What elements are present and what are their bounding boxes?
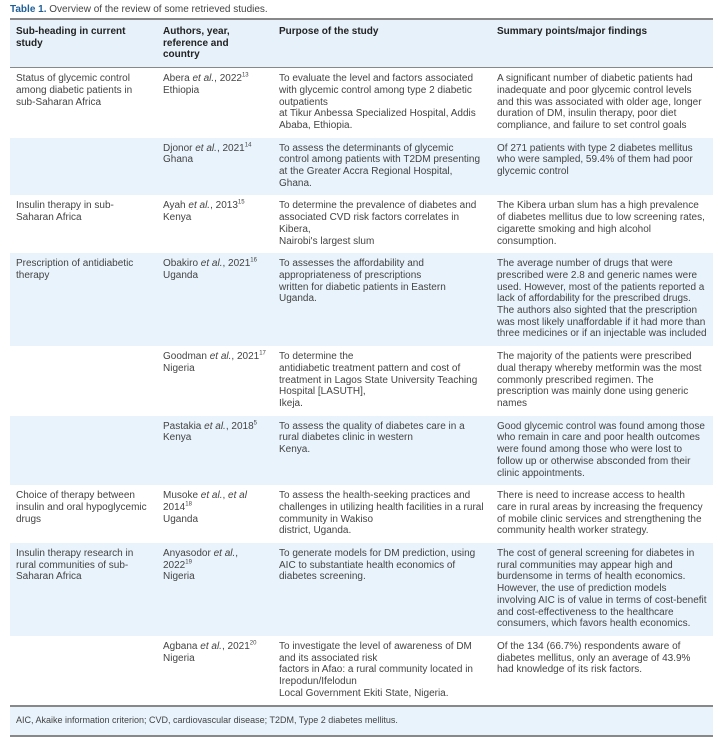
purpose-cell — [273, 68, 491, 138]
author-cell: Ayah et al., 2013$^{15}$ Kenya — [157, 195, 273, 253]
purpose-line: To determine the — [279, 351, 354, 363]
findings-cell: The majority of the patients were prescribed dual therapy whereby metformin was the most commonly prescribed regimen. The prescription was mainly done using generic names — [497, 351, 702, 409]
author-cell: Obakiro et al., 2021$^{16}$ Uganda — [157, 253, 273, 346]
findings-cell: A significant number of diabetic patients had inadequate and poor glycemic control levels and this was associated with older age, longer duration of DM, insulin therapy, poor diet compliance, and failure to set control goals — [497, 73, 702, 131]
findings-cell: There is need to increase access to health care in rural areas by increasing the frequency of mobile clinic services and strengthening the community health worker strategy. — [497, 490, 703, 537]
purpose-line: To assess the health-seeking practices and challenges in utilizing health facilities in a rural community in Wakiso — [279, 490, 484, 525]
purpose-line: Local Government Ekiti State, Nigeria. — [279, 687, 449, 699]
country: Nigeria — [163, 571, 195, 583]
table-row — [10, 416, 713, 486]
author-cell: Pastakia et al., 2018$^5$ Kenya — [157, 416, 273, 486]
subheading-cell: Status of glycemic control among diabetic patients in sub-Saharan Africa — [16, 73, 133, 108]
table-row — [10, 543, 713, 636]
subheading-cell — [10, 346, 157, 416]
header-findings: Summary points/major findings — [491, 19, 713, 68]
table-caption: Table 1. Overview of the review of some retrieved studies. — [10, 4, 268, 15]
subheading-cell — [10, 416, 157, 486]
purpose-line: Kenya. — [279, 444, 311, 456]
table-row — [10, 346, 713, 416]
author-cell: Anyasodor et al., 2022$^{19}$ Nigeria — [157, 543, 273, 636]
findings-cell: Of the 134 (66.7%) respondents aware of diabetes mellitus, only an average of 43.9% had knowledge of its risk factors. — [497, 640, 691, 676]
findings-cell: The cost of general screening for diabetes in rural communities may appear high and burdensome in terms of health economics. However, the use of prediction models involving AIC is of value in terms of cost-benefit and cost-effectiveness to the healthcare consumers, which favors health economics. — [491, 543, 713, 636]
header-subheading: Sub-heading in current study — [10, 19, 157, 68]
header-authors: Authors, year, reference and country — [157, 19, 273, 68]
subheading-cell — [10, 636, 157, 707]
purpose-line: district, Uganda. — [279, 525, 352, 537]
subheading-cell — [10, 138, 157, 196]
country: Nigeria — [163, 362, 195, 374]
purpose-cell — [273, 543, 491, 636]
table-row — [10, 68, 713, 138]
country: Nigeria — [163, 652, 195, 664]
table-footnote: AIC, Akaike information criterion; CVD, cardiovascular disease; T2DM, Type 2 diabetes mellitus. — [10, 706, 713, 736]
studies-table — [10, 18, 713, 737]
table-row — [10, 253, 713, 346]
findings-cell: Good glycemic control was found among those who remain in care and poor health outcomes were found among those who were lost to follow up or otherwise absconded from their clinic appointments. — [491, 416, 713, 486]
purpose-cell — [273, 416, 491, 486]
purpose-line: To assesses the affordability and appropriateness of prescriptions — [279, 258, 424, 281]
country: Kenya — [163, 212, 192, 224]
purpose-line: To assess the determinants of glycemic control among patients with T2DM presenting at the Greater Accra Regional Hospital, Ghana. — [279, 142, 481, 189]
purpose-cell — [273, 195, 491, 253]
purpose-line: factors in Afao: a rural community located in Irepodun/Ifelodun — [279, 664, 473, 688]
purpose-cell — [273, 138, 491, 196]
purpose-line: antidiabetic treatment pattern and cost of treatment in Lagos State University Teaching Hospital [LASUTH], — [279, 362, 478, 398]
subheading-cell: Insulin therapy in sub-Saharan Africa — [16, 200, 114, 224]
findings-cell: The Kibera urban slum has a high prevalence of diabetes mellitus due to low screening rates, cigarette smoking and high alcohol consumption. — [497, 200, 705, 247]
header-purpose: Purpose of the study — [273, 19, 491, 68]
country: Ghana — [163, 154, 194, 166]
country: Ethiopia — [163, 84, 200, 96]
country: Kenya — [163, 432, 192, 444]
purpose-line: To assess the quality of diabetes care in a rural diabetes clinic in western — [279, 420, 465, 444]
findings-cell: The average number of drugs that were prescribed were 2.8 and generic names were used. However, most of the patients reported a lack of affordability for the prescribed drugs. The authors also sighted that the prescription was most likely unaffordable if it had more than three medicines or if an injectable was included — [491, 253, 713, 346]
purpose-line: written for diabetic patients in Eastern Uganda. — [279, 281, 446, 305]
purpose-line: To determine the prevalence of diabetes and associated CVD risk factors correlates in Kibera, — [279, 200, 477, 235]
subheading-cell: Prescription of antidiabetic therapy — [10, 253, 157, 346]
purpose-cell — [273, 636, 491, 707]
author-cell: Djonor et al., 2021$^{14}$ Ghana — [157, 138, 273, 196]
purpose-line: To evaluate the level and factors associated with glycemic control among type 2 diabetic outpatients — [279, 73, 474, 108]
purpose-cell — [273, 253, 491, 346]
author-cell: Agbana et al., 2021$^{20}$ Nigeria — [157, 636, 273, 707]
author-cell: Goodman et al., 2021$^{17}$ Nigeria — [163, 350, 266, 374]
purpose-line: To investigate the level of awareness of DM and its associated risk — [279, 640, 472, 664]
country: Uganda — [163, 513, 199, 525]
purpose-line: Nairobi's largest slum — [279, 235, 375, 247]
purpose-line: Ikeja. — [279, 397, 303, 409]
country: Uganda — [163, 269, 199, 281]
author-cell: Abera et al., 2022$^{13}$ Ethiopia — [157, 68, 273, 138]
author-cell: Musoke et al., et al 2014$^{18}$ Uganda — [157, 485, 273, 543]
table-row — [10, 195, 713, 253]
purpose-cell — [273, 485, 491, 543]
table-row — [10, 636, 713, 707]
findings-cell: Of 271 patients with type 2 diabetes mellitus who were sampled, 59.4% of them had poor glycemic control — [491, 138, 713, 196]
table-row — [10, 138, 713, 196]
table-header-row — [10, 19, 713, 68]
purpose-cell — [273, 346, 491, 416]
purpose-line: To generate models for DM prediction, using AIC to substantiate health economics of diabetes screening. — [279, 548, 476, 583]
subheading-cell: Insulin therapy research in rural communities of sub-Saharan Africa — [10, 543, 157, 636]
purpose-line: at Tikur Anbessa Specialized Hospital, Addis Ababa, Ethiopia. — [279, 108, 476, 131]
table-row — [10, 485, 713, 543]
subheading-cell: Choice of therapy between insulin and oral hypoglycemic drugs — [16, 490, 147, 525]
